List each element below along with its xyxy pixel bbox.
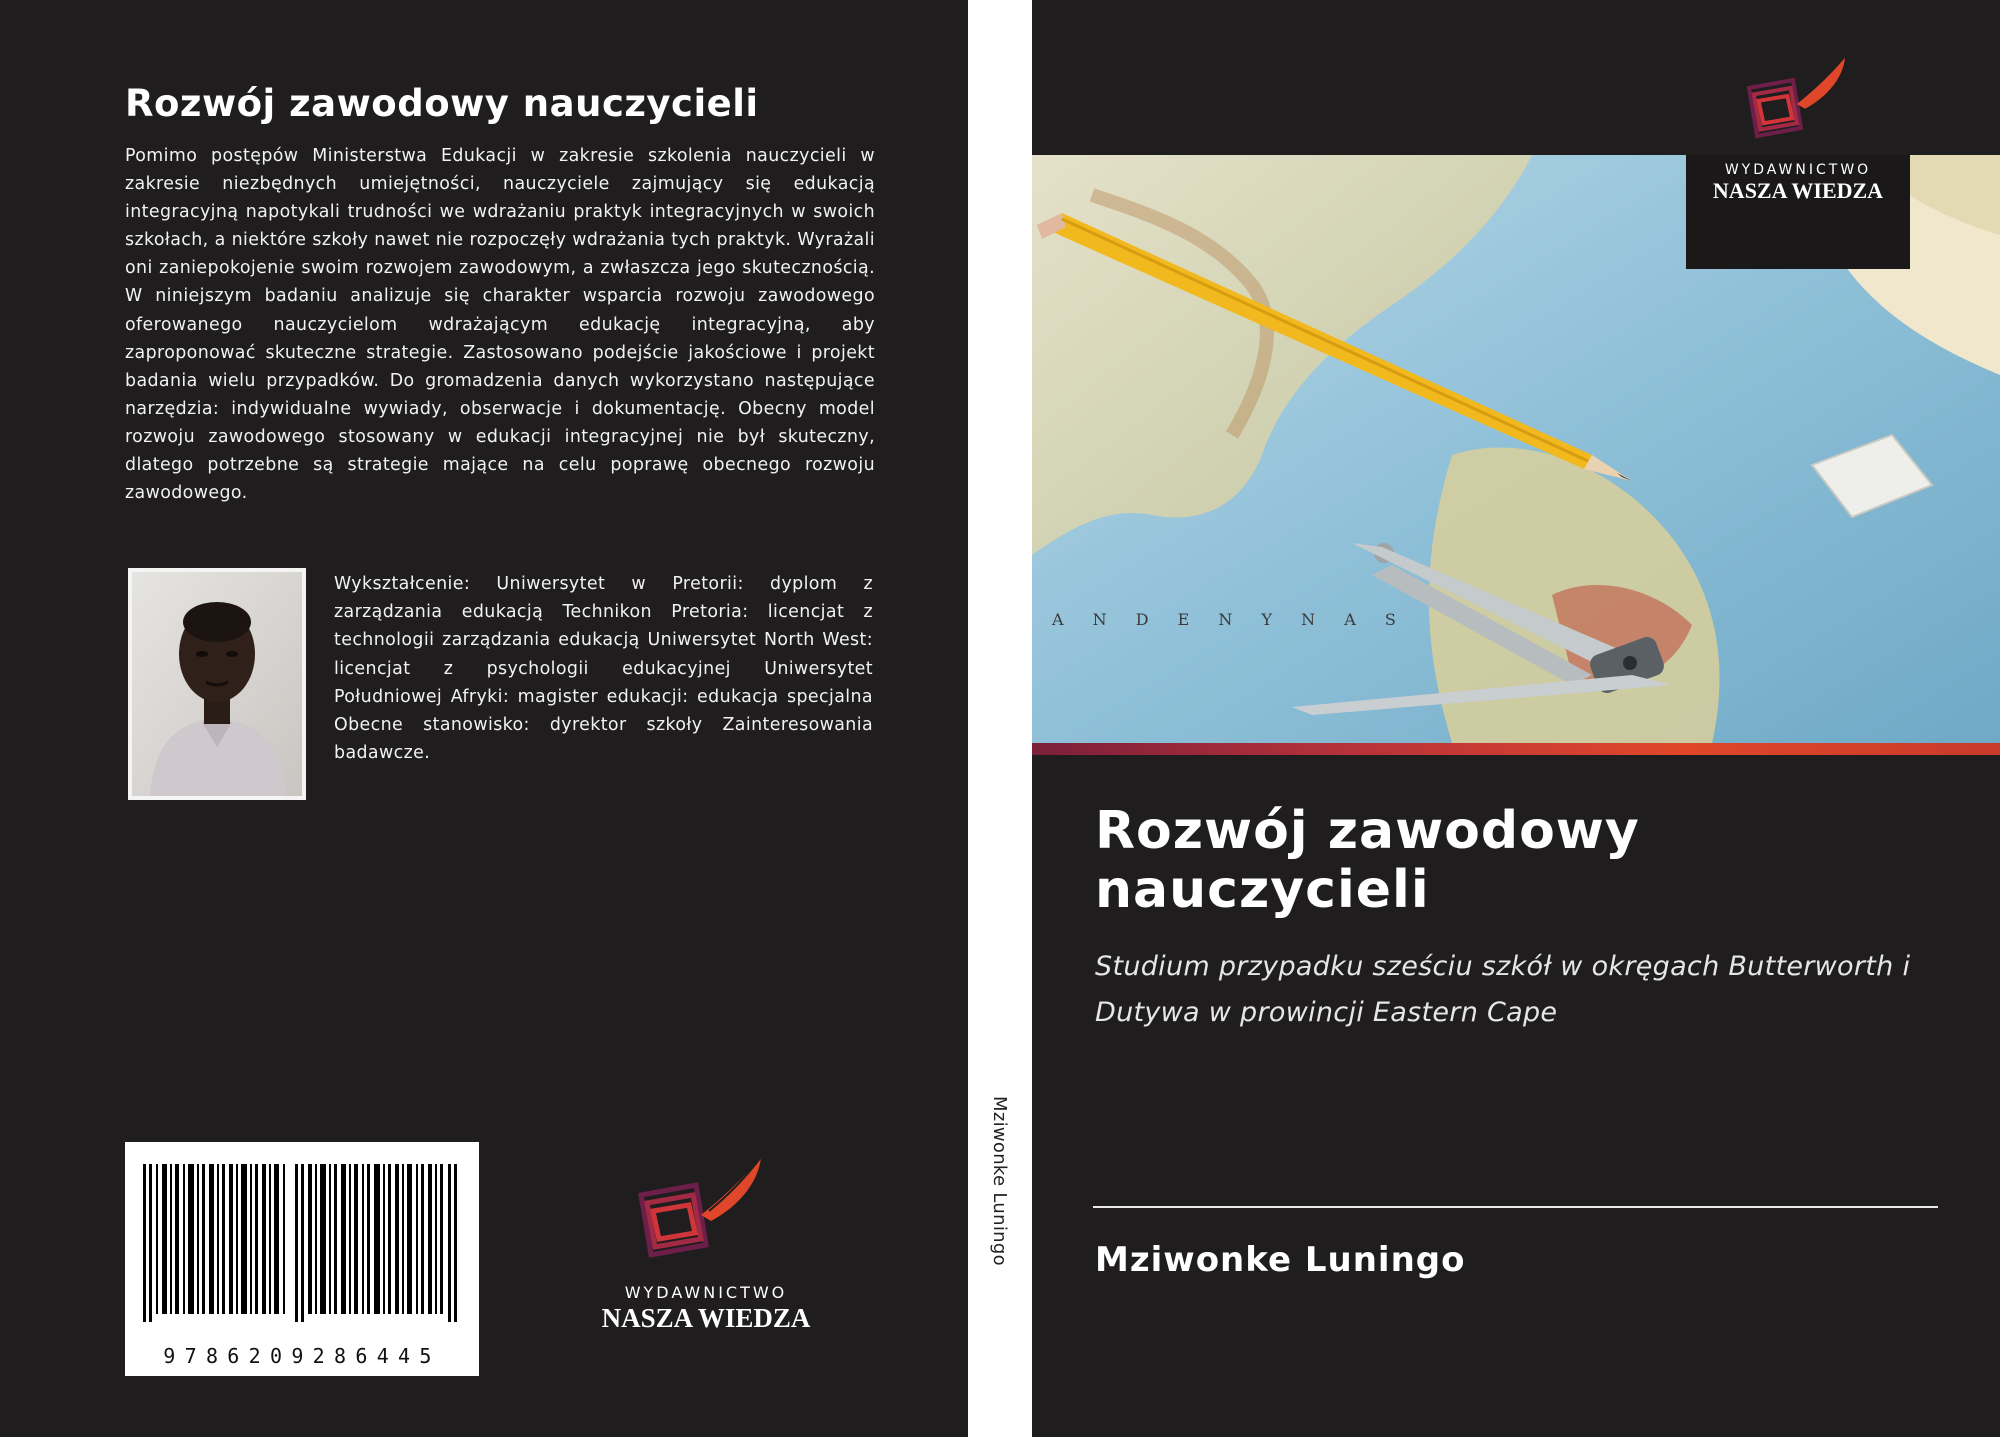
publisher-name: NASZA WIEDZA (601, 1303, 811, 1333)
author-bio: Wykształcenie: Uniwersytet w Pretorii: dyplom z zarządzania edukacją Technikon Pretoria: licencjat z technologii zarządzania edukacją Uniwersytet North West: licencjat z psychologii edukacyjnej Uniwersytet Południowej Afryki: magister edukacji: edukacja specjalna Obecne stanowisko: dyrektor szkoły Zainteresowania badawcze. (334, 574, 873, 764)
author-photo (128, 568, 306, 800)
spine-author-text: Mziwonke Luningo (989, 1096, 1010, 1266)
front-publisher-logo (1686, 50, 1910, 220)
spine-author (986, 1096, 1014, 1296)
svg-text:A N D E N Y N A S: A N D E N Y N A S (1052, 610, 1408, 629)
front-cover-author: Mziwonke Luningo (1095, 1240, 1466, 1280)
publisher-small-text: WYDAWNICTWO (624, 1283, 788, 1302)
publisher-logo (576, 1155, 836, 1335)
front-divider (1093, 1206, 1938, 1208)
accent-bar (1032, 743, 2000, 755)
back-cover-title: Rozwój zawodowy nauczycieli (125, 82, 759, 125)
front-cover-subtitle: Studium przypadku sześciu szkół w okręgach Butterworth i Dutywa w prowincji Eastern Cape (1095, 951, 1911, 1028)
isbn-barcode (125, 1142, 479, 1376)
book-quill-icon (631, 1155, 781, 1265)
front-publisher-small-text: WYDAWNICTWO (1724, 162, 1872, 178)
front-publisher-name: NASZA WIEDZA (1712, 178, 1884, 203)
isbn-number: 9786209286445 (163, 1344, 441, 1368)
barcode-bars (143, 1164, 461, 1322)
book-quill-icon (1741, 50, 1861, 150)
back-cover-blurb: Pomimo postępów Ministerstwa Edukacji w zakresie szkolenia nauczycieli w zakresie niezbędnych umiejętności, nauczyciele zajmujący się edukacją integracyjną napotykali trudności we wdrażaniu praktyk integracyjnych w swoich szkołach, a niektóre szkoły nawet nie rozpoczęły wdrażania tych praktyk. Wyrażali oni zaniepokojenie swoim rozwojem zawodowym, a zwłaszcza jego skutecznością. W niniejszym badaniu analizuje się charakter wsparcia rozwoju zawodowego oferowanego nauczycielom wdrażającym edukację integracyjną, aby zaproponować skuteczne strategie. Zastosowano podejście jakościowe i projekt badania wielu przypadków. Do gromadzenia danych wykorzystano następujące narzędzia: indywidualne wywiady, obserwacje i dokumentację. Obecny model rozwoju zawodowego stosowany w edukacji integracyjnej nie był skuteczny, dlatego potrzebne są strategie mające na celu poprawę obecnego rozwoju zawodowego. (125, 146, 875, 504)
front-cover-title: Rozwój zawodowy nauczycieli (1095, 801, 1640, 920)
back-cover (0, 0, 968, 1437)
